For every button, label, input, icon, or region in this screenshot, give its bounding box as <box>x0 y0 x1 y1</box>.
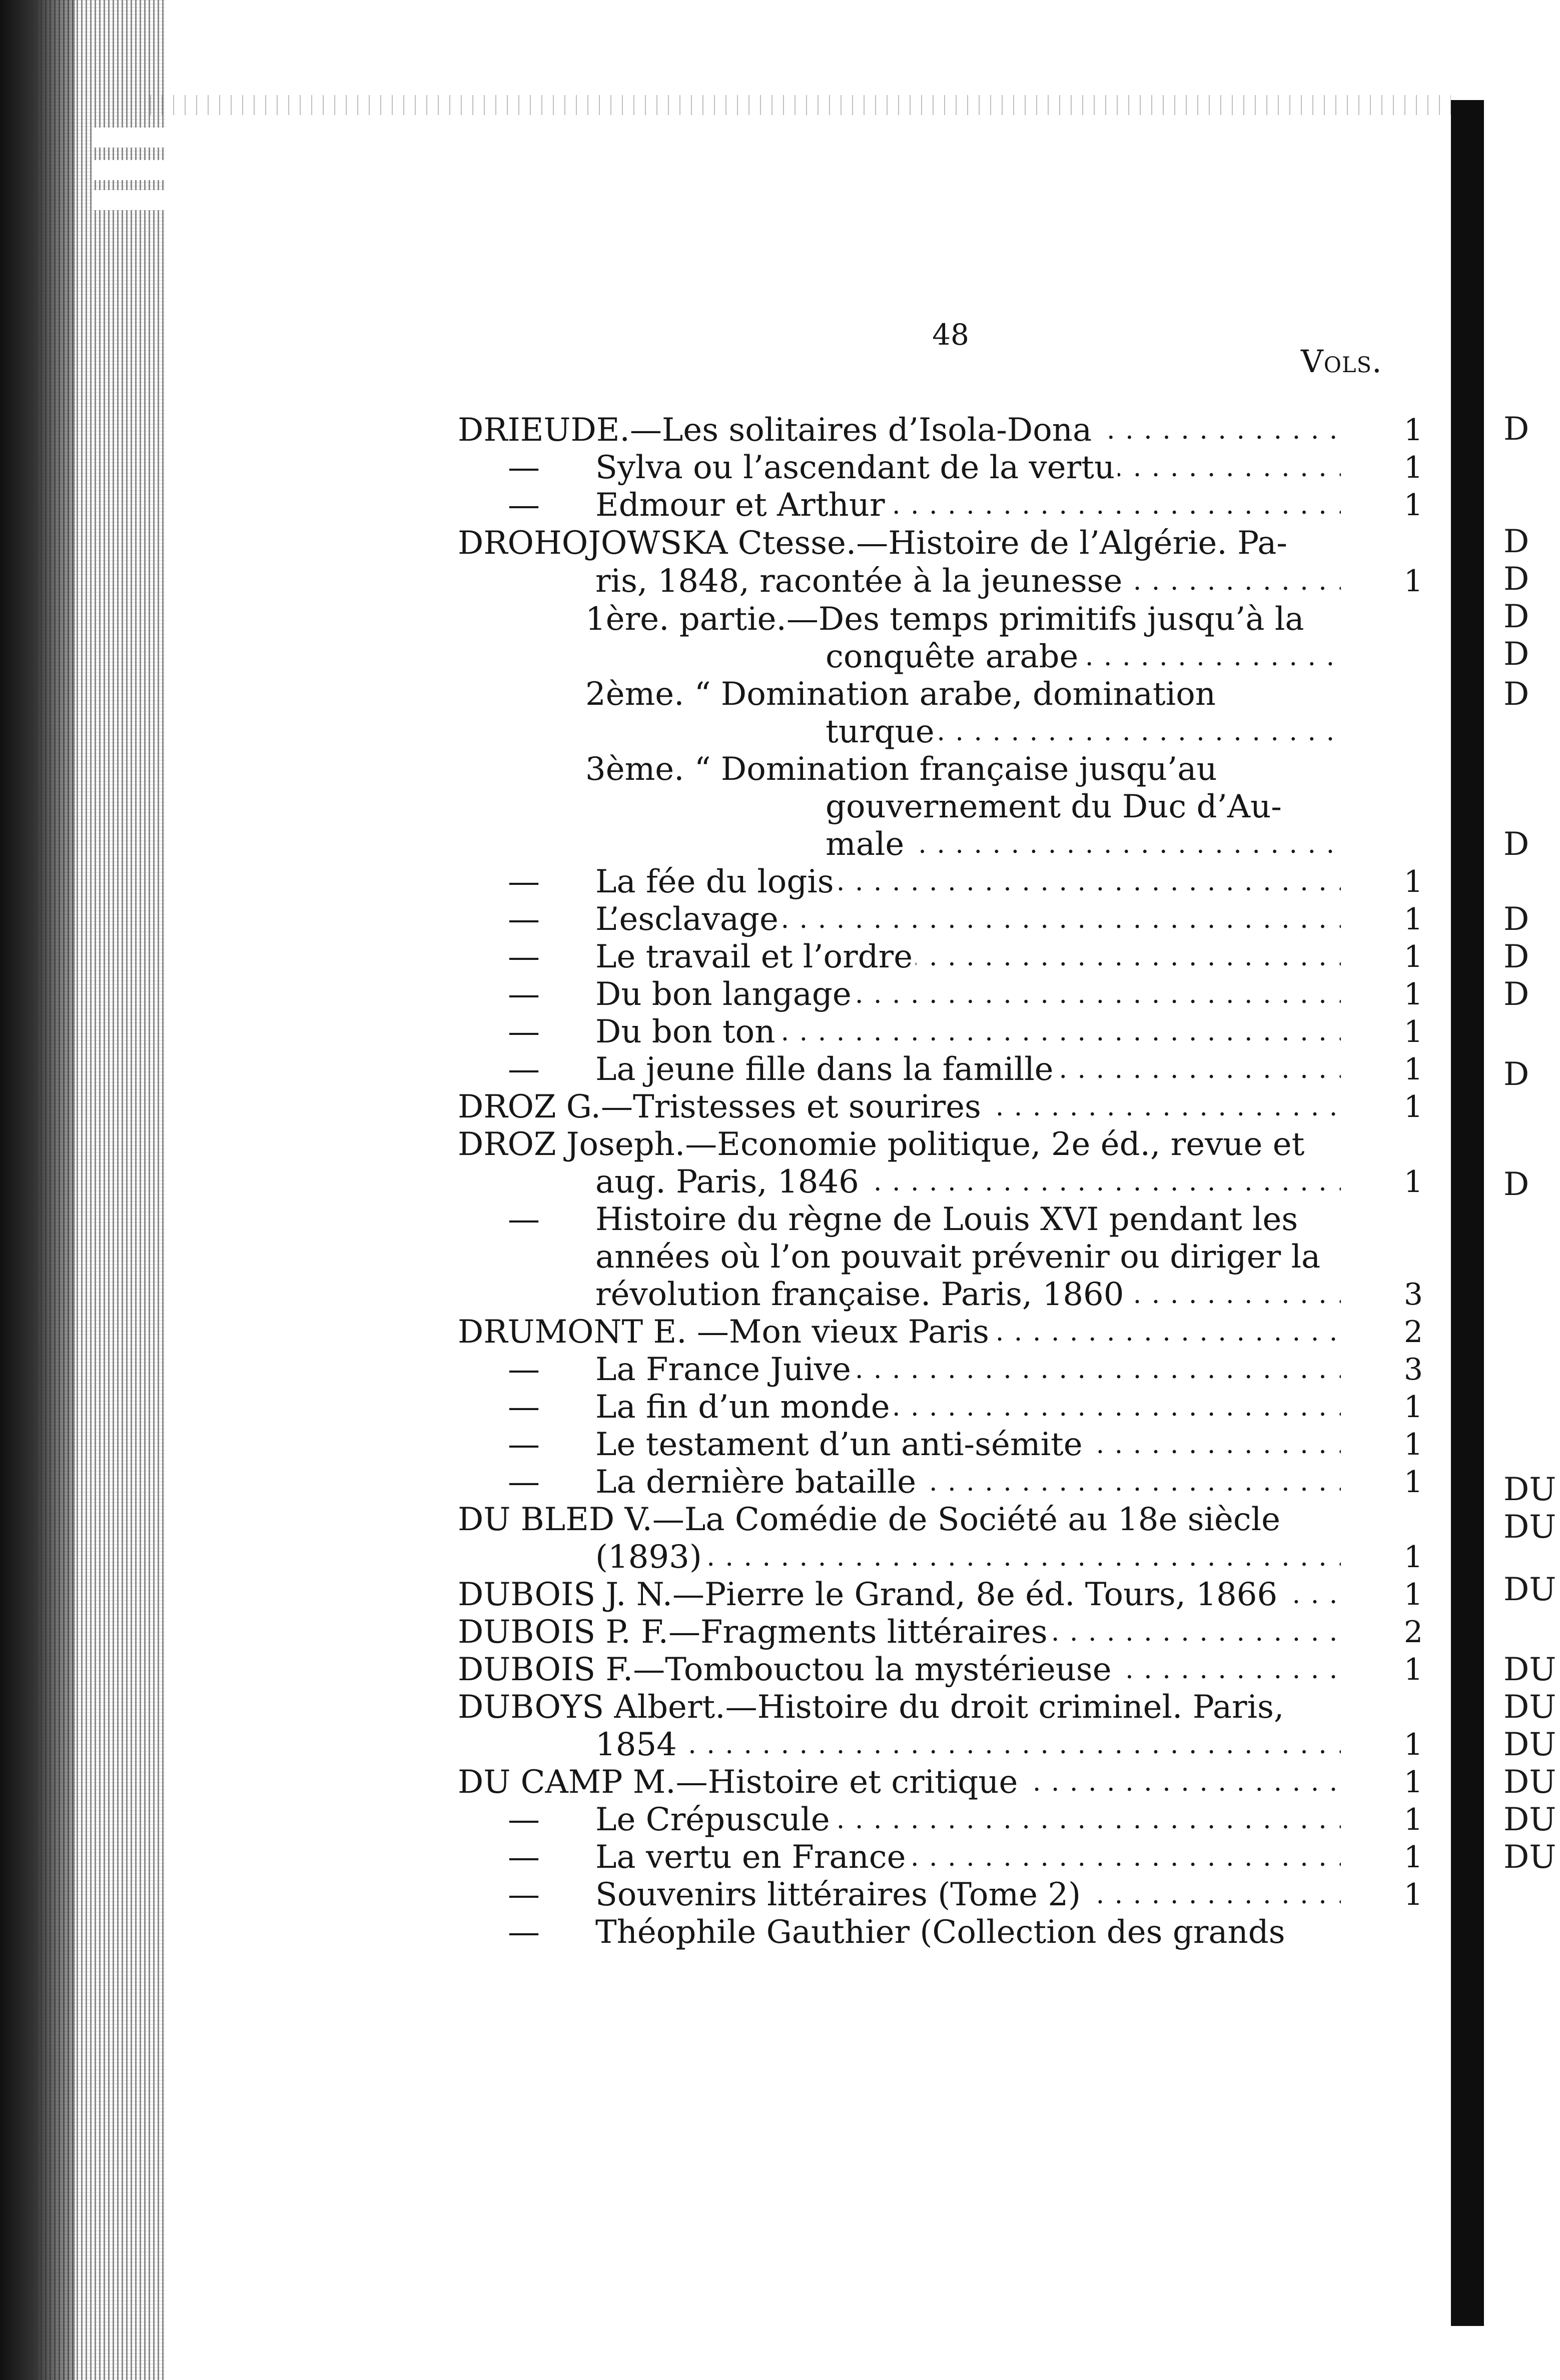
volume-count: 1 <box>1403 977 1423 1012</box>
catalogue-line <box>595 1013 1341 1051</box>
entry-text: DUBOYS Albert.—Histoire du droit criminel. Paris, <box>458 1689 1287 1726</box>
catalogue-line <box>595 1463 1341 1501</box>
facing-page-fragment: D <box>1503 1056 1529 1093</box>
catalogue-line <box>595 1201 1341 1239</box>
catalogue-line <box>458 1501 1341 1539</box>
entry-text: Sylva ou l’ascendant de la vertu <box>595 449 1118 486</box>
facing-page-fragment: D <box>1503 598 1529 635</box>
catalogue-line <box>458 1651 1341 1689</box>
facing-page-fragment: DU <box>1503 1839 1556 1876</box>
facing-page-fragment: D <box>1503 676 1529 713</box>
catalogue-line <box>595 863 1341 901</box>
entry-text: La France Juive <box>595 1351 854 1388</box>
entry-text: La fin d’un monde <box>595 1389 893 1426</box>
entry-text: Du bon langage <box>595 976 855 1013</box>
catalogue-line <box>595 1876 1341 1914</box>
volume-count: 3 <box>1403 1352 1423 1387</box>
catalogue-line <box>458 1613 1341 1651</box>
facing-page-fragment: D <box>1503 1166 1529 1203</box>
entry-text: Histoire du règne de Louis XVI pendant les <box>595 1201 1301 1238</box>
catalogue-line <box>585 675 1341 713</box>
facing-page-fragment: D <box>1503 938 1529 975</box>
catalogue-line <box>595 1913 1341 1951</box>
catalogue-line <box>595 1050 1341 1088</box>
volume-count: 1 <box>1403 1465 1423 1500</box>
volume-count: 1 <box>1403 1427 1423 1462</box>
entry-text: Le Crépuscule <box>595 1801 833 1838</box>
repeat-author-dash: — <box>508 1013 540 1050</box>
catalogue-line <box>595 900 1341 938</box>
entry-text: DROZ G.—Tristesses et sourires <box>458 1088 984 1125</box>
facing-page-fragment: DU <box>1503 1764 1556 1801</box>
entry-text: Souvenirs littéraires (Tome 2) <box>595 1876 1084 1913</box>
catalogue-line <box>595 1238 1341 1276</box>
entry-text: DUBOIS P. F.—Fragments littéraires <box>458 1614 1051 1651</box>
catalogue-line <box>595 1351 1341 1389</box>
volume-count: 1 <box>1403 1652 1423 1687</box>
volume-count: 1 <box>1403 1577 1423 1612</box>
catalogue-line <box>458 1088 1341 1126</box>
facing-page-fragment: DU <box>1503 1801 1556 1838</box>
volume-count: 1 <box>1403 1014 1423 1049</box>
catalogue-line <box>458 524 1341 562</box>
entry-text: La dernière bataille <box>595 1464 919 1501</box>
volume-count: 1 <box>1403 902 1423 937</box>
catalogue-line <box>595 1163 1341 1201</box>
repeat-author-dash: — <box>508 1426 540 1463</box>
volume-count: 1 <box>1403 488 1423 523</box>
volume-count: 1 <box>1403 1802 1423 1837</box>
entry-text: 2ème. “ Domination arabe, domination <box>585 676 1219 713</box>
vols-column-header: Vols. <box>1301 343 1382 380</box>
volume-count: 1 <box>1403 1540 1423 1575</box>
catalogue-line <box>826 713 1341 751</box>
facing-page-fragment: D <box>1503 411 1529 448</box>
repeat-author-dash: — <box>508 449 540 486</box>
entry-text: (1893) <box>595 1539 705 1576</box>
volume-count: 2 <box>1403 1615 1423 1650</box>
catalogue-line <box>595 1838 1341 1876</box>
catalogue-line <box>458 1576 1341 1614</box>
entry-text: ris, 1848, racontée à la jeunesse <box>595 563 1125 600</box>
entry-text: 1854 <box>595 1726 680 1763</box>
repeat-author-dash: — <box>508 901 540 938</box>
catalogue-line <box>826 788 1341 826</box>
catalogue-line <box>595 1538 1341 1576</box>
repeat-author-dash: — <box>508 1051 540 1088</box>
entry-text: Edmour et Arthur <box>595 487 888 524</box>
catalogue-line <box>595 1388 1341 1426</box>
catalogue-line <box>595 1726 1341 1764</box>
repeat-author-dash: — <box>508 1464 540 1501</box>
facing-page-fragment: DU <box>1503 1571 1556 1608</box>
volume-count: 1 <box>1403 1840 1423 1875</box>
entry-text: Le travail et l’ordre <box>595 938 916 975</box>
volume-count: 2 <box>1403 1315 1423 1350</box>
volume-count: 1 <box>1403 1390 1423 1425</box>
entry-text: Théophile Gauthier (Collection des grands <box>595 1914 1288 1951</box>
repeat-author-dash: — <box>508 863 540 900</box>
repeat-author-dash: — <box>508 1876 540 1913</box>
entry-text: L’esclavage <box>595 901 782 938</box>
repeat-author-dash: — <box>508 1201 540 1238</box>
entry-text: DUBOIS J. N.—Pierre le Grand, 8e éd. Tours, 1866 <box>458 1576 1280 1613</box>
entry-text: aug. Paris, 1846 <box>595 1163 862 1201</box>
repeat-author-dash: — <box>508 487 540 524</box>
entry-text: 3ème. “ Domination française jusqu’au <box>585 751 1220 788</box>
volume-count: 1 <box>1403 1765 1423 1800</box>
entry-text: La jeune fille dans la famille <box>595 1051 1057 1088</box>
volume-count: 1 <box>1403 1089 1423 1124</box>
catalogue-line <box>826 825 1341 863</box>
volume-count: 1 <box>1403 1052 1423 1087</box>
catalogue-line <box>595 938 1341 976</box>
volume-count: 1 <box>1403 413 1423 448</box>
entry-text: DRIEUDE.—Les solitaires d’Isola-Dona <box>458 412 1095 449</box>
catalogue-line <box>458 1313 1341 1351</box>
catalogue-line <box>595 1426 1341 1464</box>
entry-text: La fée du logis <box>595 863 837 900</box>
catalogue-line <box>826 638 1341 676</box>
volume-count: 1 <box>1403 1727 1423 1762</box>
catalogue-line <box>458 411 1341 449</box>
volume-count: 1 <box>1403 1164 1423 1200</box>
catalogue-line <box>458 1688 1341 1726</box>
repeat-author-dash: — <box>508 1351 540 1388</box>
page-number: 48 <box>932 318 969 352</box>
facing-page-fragment: DU <box>1503 1726 1556 1763</box>
repeat-author-dash: — <box>508 976 540 1013</box>
entry-text: male <box>826 826 907 863</box>
facing-page-fragment: DU <box>1503 1651 1556 1688</box>
entry-text: DRUMONT E. —Mon vieux Paris <box>458 1314 992 1351</box>
facing-page-fragment: DU <box>1503 1509 1556 1546</box>
catalogue-line <box>458 1763 1341 1801</box>
volume-count: 1 <box>1403 564 1423 599</box>
catalogue-line <box>595 1276 1341 1314</box>
entry-text: Le testament d’un anti-sémite <box>595 1426 1086 1463</box>
entry-text: La vertu en France <box>595 1839 909 1876</box>
facing-page-fragment: D <box>1503 561 1529 598</box>
facing-page-fragment: DU <box>1503 1471 1556 1508</box>
volume-count: 1 <box>1403 450 1423 485</box>
entry-text: DUBOIS F.—Tombouctou la mystérieuse <box>458 1651 1115 1688</box>
catalogue-line <box>595 975 1341 1013</box>
repeat-author-dash: — <box>508 1801 540 1838</box>
entry-text: DU BLED V.—La Comédie de Société au 18e siècle <box>458 1501 1283 1538</box>
catalogue-line <box>595 562 1341 600</box>
catalogue-line <box>595 1801 1341 1839</box>
catalogue-line <box>585 600 1341 638</box>
entry-text: 1ère. partie.—Des temps primitifs jusqu’à la <box>585 601 1307 638</box>
volume-count: 3 <box>1403 1277 1423 1312</box>
facing-page-fragment: DU <box>1503 1689 1556 1726</box>
repeat-author-dash: — <box>508 1389 540 1426</box>
facing-page-fragment: D <box>1503 976 1529 1013</box>
facing-page-fragment: D <box>1503 636 1529 673</box>
catalogue-line <box>585 750 1341 788</box>
entry-text: DU CAMP M.—Histoire et critique <box>458 1764 1021 1801</box>
catalogue-line <box>595 486 1341 524</box>
volume-count: 1 <box>1403 939 1423 974</box>
entry-text: DROZ Joseph.—Economie politique, 2e éd., revue et <box>458 1126 1307 1163</box>
facing-page-fragment: D <box>1503 523 1529 560</box>
entry-text: Du bon ton <box>595 1013 778 1050</box>
entry-text: DROHOJOWSKA Ctesse.—Histoire de l’Algérie. Pa- <box>458 525 1290 562</box>
entry-text: années où l’on pouvait prévenir ou diriger la <box>595 1239 1323 1276</box>
catalogue-line <box>458 1125 1341 1163</box>
entry-text: gouvernement du Duc d’Au- <box>826 788 1285 825</box>
repeat-author-dash: — <box>508 938 540 975</box>
facing-page-fragment: D <box>1503 901 1529 938</box>
entry-text: conquête arabe <box>826 638 1081 675</box>
facing-page-fragment: D <box>1503 826 1529 863</box>
entry-text: révolution française. Paris, 1860 <box>595 1276 1127 1313</box>
entry-text: turque <box>826 713 938 750</box>
catalogue-line <box>595 449 1341 487</box>
repeat-author-dash: — <box>508 1839 540 1876</box>
volume-count: 1 <box>1403 864 1423 899</box>
repeat-author-dash: — <box>508 1914 540 1951</box>
volume-count: 1 <box>1403 1877 1423 1912</box>
